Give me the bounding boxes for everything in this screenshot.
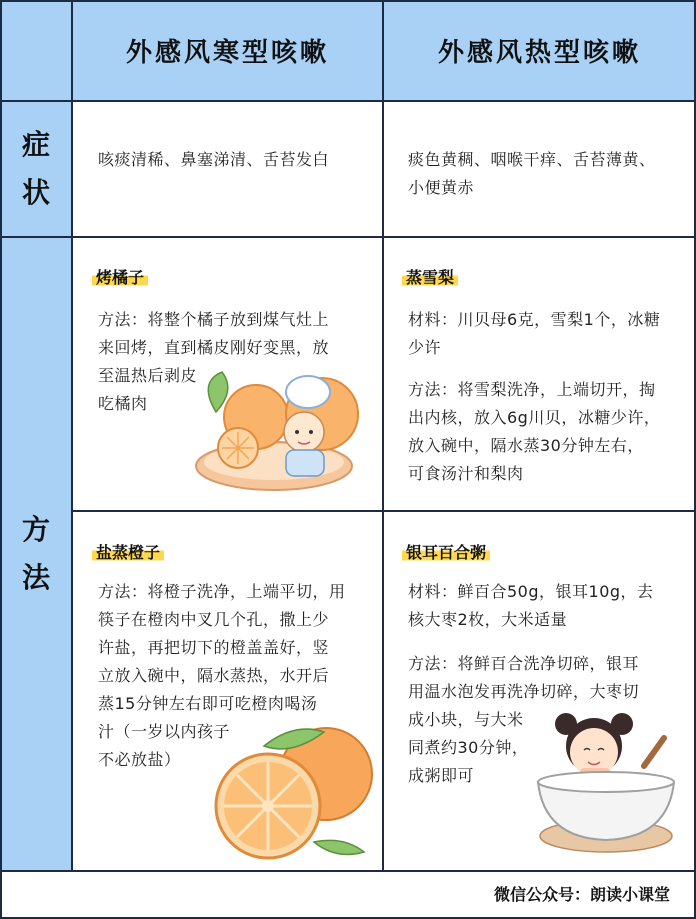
row-label-char: 状 (21, 176, 50, 209)
remedy-title-salt-steamed-orange: 盐蒸橙子 (92, 540, 164, 563)
text-line: 小便黄赤 (408, 178, 475, 197)
remedy-method-tremella-lily-porridge (408, 650, 639, 790)
text-line: 许盐，再把切下的橙盖盖好，竖 (98, 638, 330, 657)
text-line: 筷子在橙肉中叉几个孔，撒上少 (98, 610, 330, 629)
row-label-char: 方 (21, 513, 50, 546)
text-line: 成粥即可 (408, 766, 475, 785)
text-line: 立放入碗中，隔水蒸热，水开后 (98, 666, 330, 685)
remedy-title-tremella-lily-porridge: 银耳百合粥 (402, 540, 490, 563)
text-line: 汁（一岁以内孩子 (98, 722, 231, 741)
grid-line (72, 510, 696, 512)
row-label-char: 症 (21, 128, 50, 161)
grid-line (0, 0, 696, 2)
row-label-methods (0, 237, 72, 871)
remedy-method-steamed-pear (408, 376, 660, 488)
remedy-material-tremella-lily-porridge (408, 578, 654, 634)
text-line: 核大枣2枚，大米适量 (408, 610, 568, 629)
symptom-cold-text: 咳痰清稀、鼻塞涕清、舌苔发白 (98, 150, 330, 169)
text-line: 成小块，与大米 (408, 710, 524, 729)
text-line: 同煮约30分钟， (408, 738, 529, 757)
text-line: 方法：将整个橘子放到煤气灶上 (98, 310, 330, 329)
row-label-char: 法 (21, 561, 50, 594)
text-line: 用温水泡发再洗净切碎，大枣切 (408, 682, 640, 701)
remedy-text-salt-steamed-orange (98, 578, 346, 774)
grid-line (382, 0, 384, 871)
corner-cell (0, 0, 72, 101)
remedy-title-steamed-pear: 蒸雪梨 (402, 265, 458, 288)
text-line: 痰色黄稠、咽喉干痒、舌苔薄黄、 (408, 150, 656, 169)
grid-line (0, 236, 696, 238)
grid-line (0, 100, 696, 102)
remedy-title-roast-orange: 烤橘子 (92, 265, 148, 288)
text-line: 来回烤，直到橘皮刚好变黑，放 (98, 338, 330, 357)
text-line: 至温热后剥皮 (98, 366, 198, 385)
text-line: 材料：鲜百合50g，银耳10g，去 (408, 582, 654, 601)
remedy-text-roast-orange (98, 306, 329, 418)
symptom-heat-text (408, 146, 656, 202)
grid-line (0, 0, 2, 919)
row-label-symptoms (0, 101, 72, 237)
grid-line (71, 0, 73, 871)
header-heat-label: 外感风热型咳嗽 (437, 38, 641, 68)
grid-line (0, 870, 696, 872)
text-line: 吃橘肉 (98, 394, 148, 413)
header-heat-type (383, 0, 696, 101)
header-cold-type (72, 0, 383, 101)
text-line: 不必放盐） (98, 750, 181, 769)
text-line: 材料：川贝母6克，雪梨1个，冰糖 (408, 310, 661, 329)
text-line: 蒸15分钟左右即可吃橙肉喝汤 (98, 694, 318, 713)
text-line: 方法：将鲜百合洗净切碎，银耳 (408, 654, 640, 673)
footer-account-label: 微信公众号：朗读小课堂 (493, 885, 670, 904)
text-line: 方法：将雪梨洗净，上端切开，掏 (408, 380, 656, 399)
text-line: 方法：将橙子洗净，上端平切，用 (98, 582, 346, 601)
remedy-material-steamed-pear (408, 306, 660, 362)
header-cold-label: 外感风寒型咳嗽 (125, 38, 329, 68)
text-line: 少许 (408, 338, 442, 357)
text-line: 放入碗中，隔水蒸30分钟左右， (408, 436, 644, 455)
text-line: 可食汤汁和梨肉 (408, 464, 524, 483)
text-line: 出内核，放入6g川贝，冰糖少许， (408, 408, 661, 427)
